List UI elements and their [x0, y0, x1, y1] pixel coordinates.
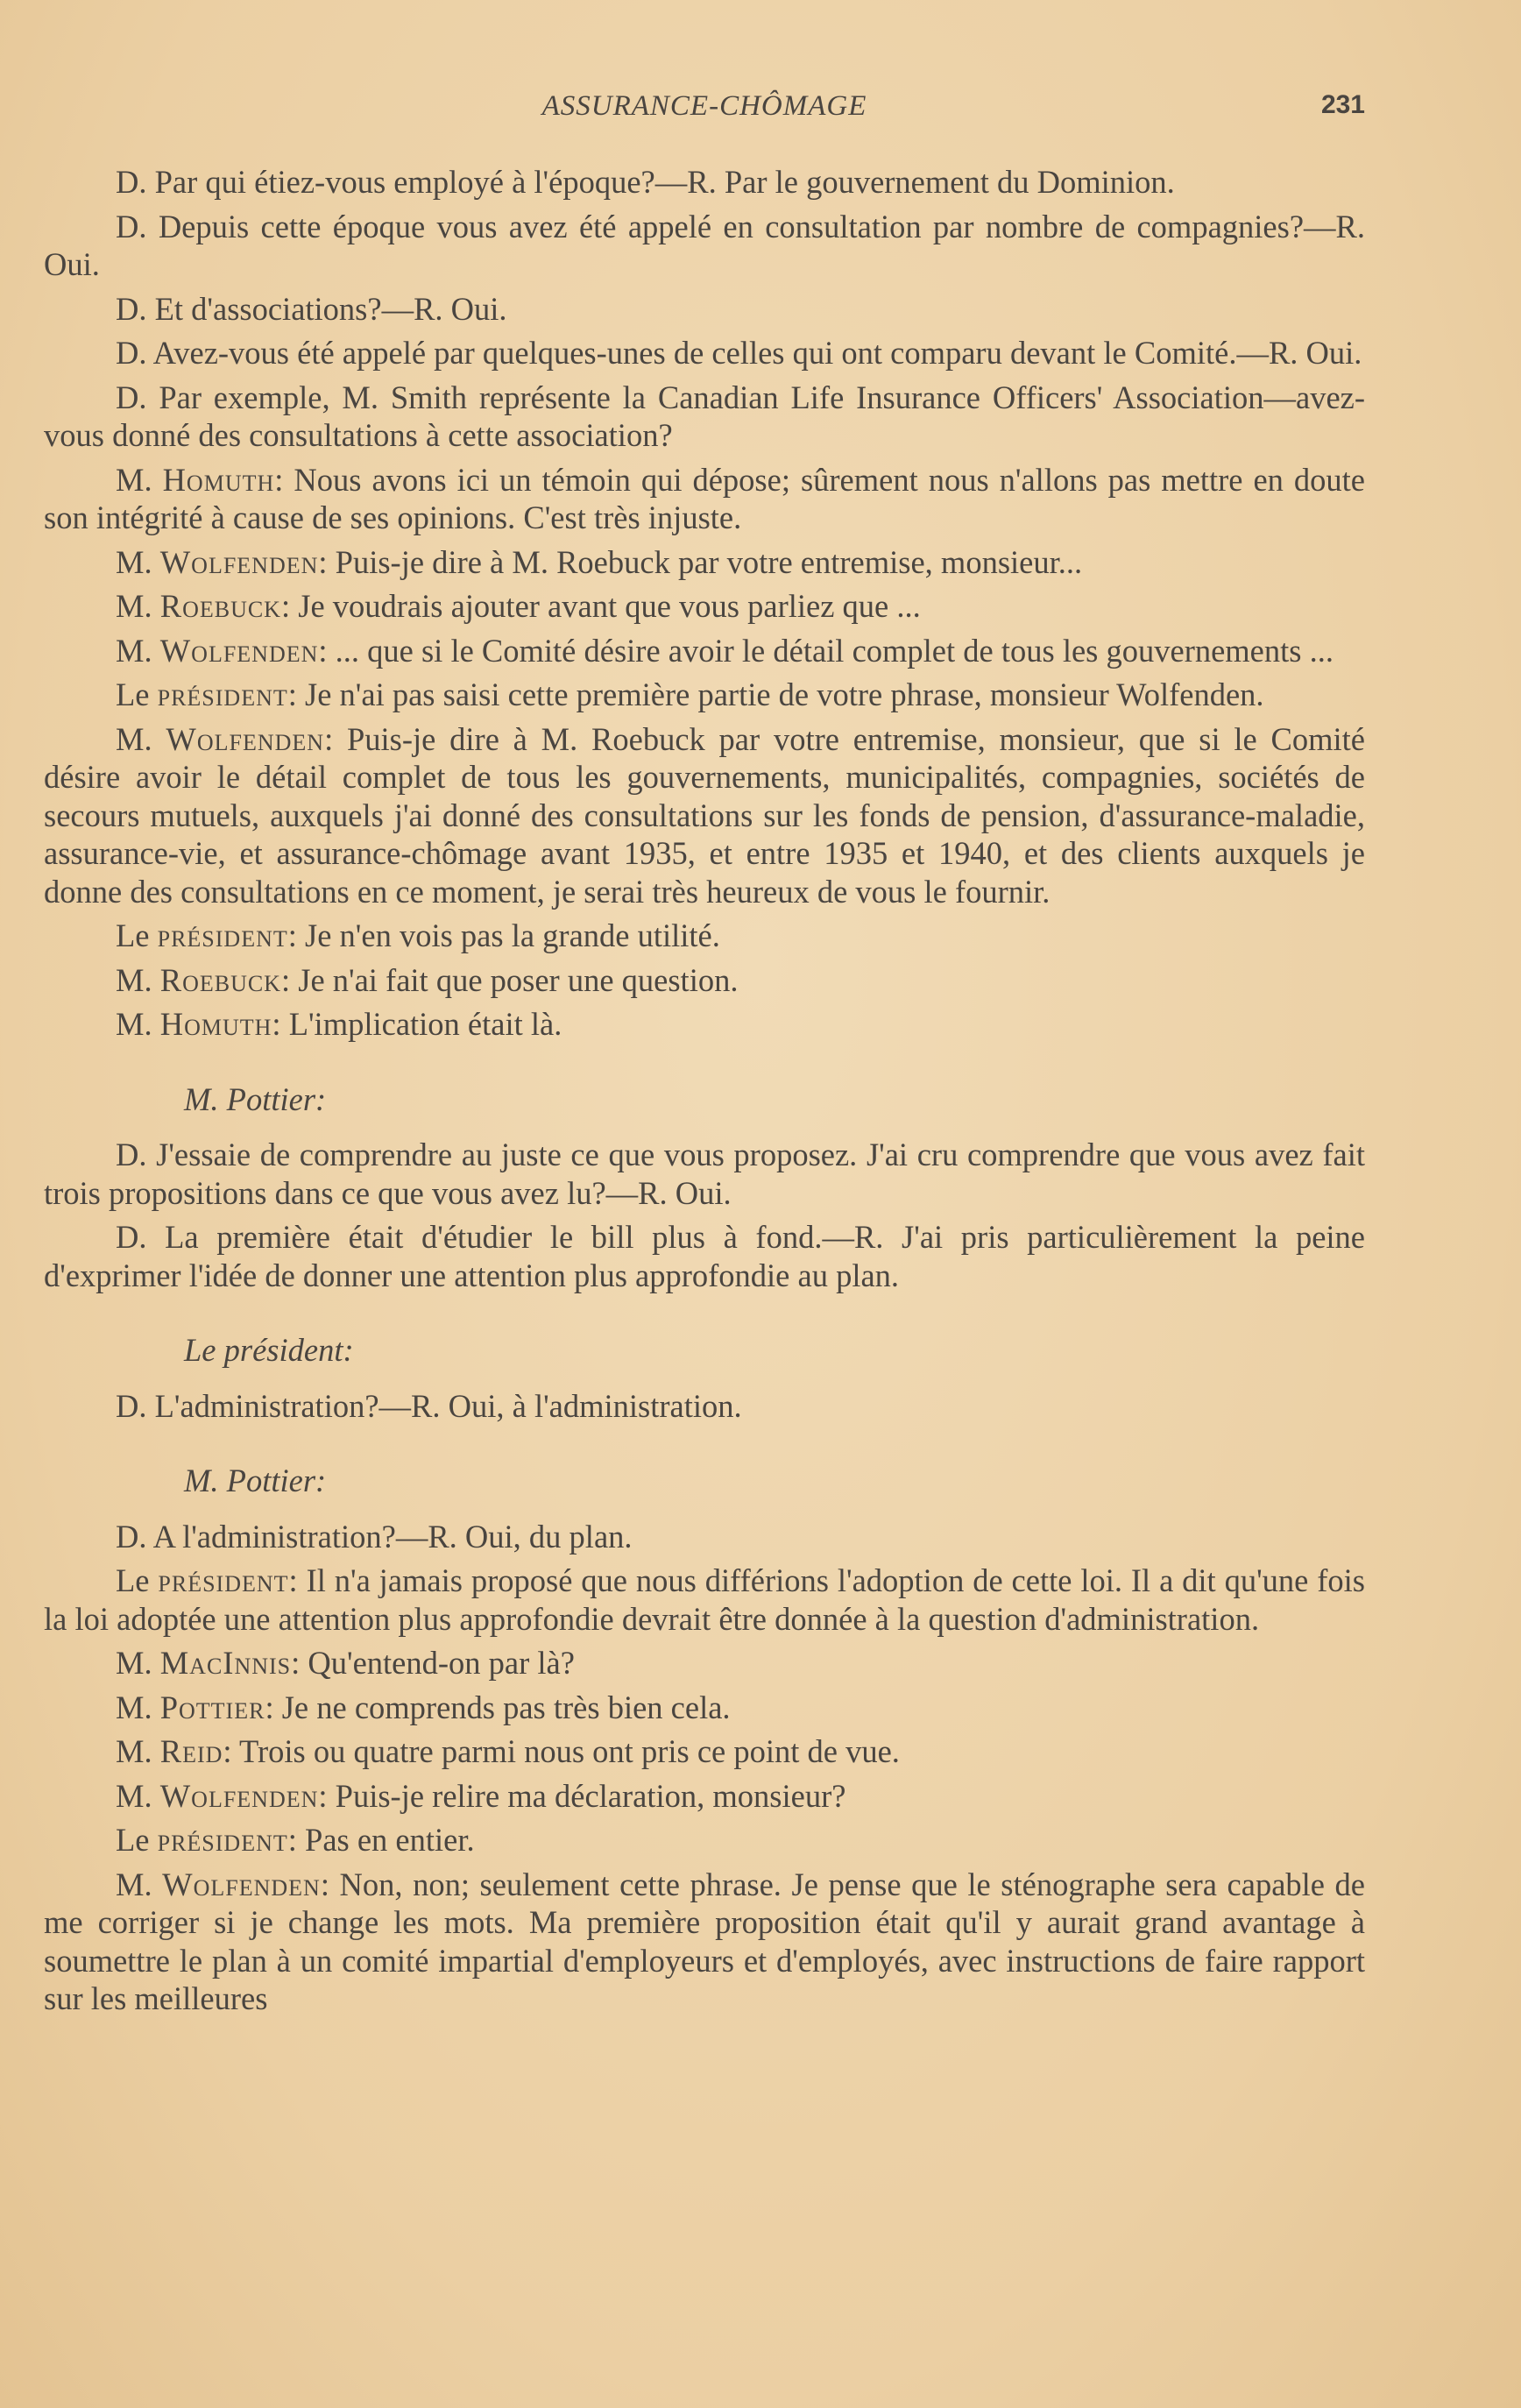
- speaker-name: MacInnis: [159, 1645, 292, 1681]
- speech-paragraph: [44, 1644, 1365, 1682]
- speech-paragraph: [44, 1866, 1365, 2018]
- page-header: [44, 90, 1365, 129]
- speech-text: : Qu'entend-on par là?: [291, 1645, 575, 1681]
- speech-text: : Je n'en vois pas la grande utilité.: [287, 917, 720, 953]
- speech-paragraph: [44, 676, 1365, 714]
- speaker-name: Roebuck: [159, 961, 281, 998]
- speech-text: : Puis-je dire à M. Roebuck par votre entremise, monsieur, que si le Comité désire avoir le détail complet de tous les gouvernements, municipalités, compagnies, sociétés de secours mutuels, auxquels j'ai donné des consultations sur les fonds de pension, d'assurance-maladie, assurance-vie, et assurance-chômage avant 1935, et entre 1935 et 1940, et des clients auxquels je donne des consultations en ce moment, je serai très heureux de vous le fournir.: [44, 720, 1366, 910]
- speaker-name: Pottier: [159, 1689, 265, 1725]
- document-body: [44, 163, 1365, 2024]
- question-answer-paragraph: D. Par exemple, M. Smith représente la Canadian Life Insurance Officers' Association—avez-vous donné des consultations à cette association?: [44, 379, 1365, 453]
- speech-text: : L'implication était là.: [272, 1006, 562, 1042]
- speech-paragraph: [44, 543, 1365, 582]
- speaker-prefix: Le: [116, 1562, 150, 1598]
- speaker-name: Reid: [159, 1733, 223, 1769]
- question-answer-paragraph: D. J'essaie de comprendre au juste ce que vous proposez. J'ai cru comprendre que vous avez fait trois propositions dans ce que vous avez lu?—R. Oui.: [44, 1137, 1365, 1211]
- speech-paragraph: [44, 1005, 1365, 1044]
- speaker-heading: M. Pottier:: [184, 1463, 327, 1498]
- speech-text: : Non, non; seulement cette phrase. Je pense que le sténographe sera capable de me corriger si je change les mots. Ma première proposition était qu'il y aurait grand avantage à soumettre le plan à un comité impartial d'employeurs et d'employés, avec instructions de faire rapport sur les meilleures: [44, 1866, 1366, 2016]
- running-title: ASSURANCE-CHÔMAGE: [541, 90, 867, 122]
- speaker-heading: M. Pottier:: [184, 1080, 327, 1117]
- speaker-prefix: M.: [116, 1866, 152, 1902]
- question-answer-paragraph: D. La première était d'étudier le bill plus à fond.—R. J'ai pris particulièrement la peine d'exprimer l'idée de donner une attention plus approfondie au plan.: [44, 1219, 1365, 1293]
- speaker-prefix: M.: [116, 588, 152, 624]
- speaker-prefix: M.: [116, 543, 152, 580]
- speaker-name: président: [158, 1562, 289, 1598]
- speaker-heading: Le président:: [184, 1332, 354, 1368]
- speech-text: : Je n'ai pas saisi cette première partie de votre phrase, monsieur Wolfenden.: [287, 676, 1264, 712]
- speech-paragraph: [44, 1777, 1365, 1816]
- speaker-prefix: M.: [116, 632, 152, 669]
- speaker-prefix: M.: [116, 961, 152, 998]
- speaker-name: Homuth: [159, 1006, 272, 1042]
- speaker-name: Wolfenden: [162, 1866, 321, 1902]
- speech-text: : Je ne comprends pas très bien cela.: [265, 1689, 731, 1725]
- question-answer-paragraph: D. Et d'associations?—R. Oui.: [116, 290, 507, 327]
- speech-text: : ... que si le Comité désire avoir le détail complet de tous les gouvernements ...: [318, 632, 1334, 669]
- speech-text: : Trois ou quatre parmi nous ont pris ce point de vue.: [223, 1733, 900, 1769]
- speaker-prefix: Le: [116, 1822, 150, 1858]
- speaker-prefix: Le: [116, 676, 150, 712]
- speaker-name: Wolfenden: [166, 720, 325, 757]
- speech-text: : Je voudrais ajouter avant que vous parliez que ...: [280, 588, 921, 624]
- speech-paragraph: [44, 587, 1365, 626]
- speech-text: : Pas en entier.: [287, 1822, 475, 1858]
- speaker-prefix: Le: [116, 917, 150, 953]
- speaker-name: président: [157, 1822, 288, 1858]
- speech-paragraph: [44, 1562, 1365, 1638]
- speech-text: : Puis-je dire à M. Roebuck par votre entremise, monsieur...: [318, 543, 1083, 580]
- speech-text: : Nous avons ici un témoin qui dépose; sûrement nous n'allons pas mettre en doute son intégrité à cause de ses opinions. C'est très injuste.: [44, 461, 1365, 535]
- speech-paragraph: [44, 1732, 1365, 1771]
- speech-text: : Il n'a jamais proposé que nous différions l'adoption de cette loi. Il a dit qu'une fois la loi adoptée une attention plus approfondie devrait être donnée à la question d'administration.: [44, 1562, 1366, 1637]
- speaker-prefix: M.: [116, 720, 152, 757]
- speaker-prefix: M.: [116, 1689, 152, 1725]
- speech-paragraph: [44, 720, 1365, 911]
- speech-paragraph: [44, 961, 1365, 1000]
- speaker-prefix: M.: [116, 1733, 152, 1769]
- speaker-name: Roebuck: [159, 588, 281, 624]
- speaker-name: président: [157, 676, 288, 712]
- question-answer-paragraph: D. Depuis cette époque vous avez été appelé en consultation par nombre de compagnies?—R. Oui.: [44, 208, 1365, 282]
- speaker-name: Homuth: [162, 461, 275, 498]
- speech-paragraph: [44, 461, 1365, 537]
- speaker-prefix: M.: [116, 1006, 152, 1042]
- speaker-prefix: M.: [116, 1777, 152, 1814]
- question-answer-paragraph: D. Par qui étiez-vous employé à l'époque?—R. Par le gouvernement du Dominion.: [116, 164, 1175, 200]
- speaker-name: président: [157, 917, 288, 953]
- page-number: 231: [1320, 90, 1365, 119]
- question-answer-paragraph: D. Avez-vous été appelé par quelques-unes de celles qui ont comparu devant le Comité.—R. Oui.: [116, 335, 1362, 371]
- speech-text: : Puis-je relire ma déclaration, monsieur?: [318, 1777, 846, 1814]
- speech-text: : Je n'ai fait que poser une question.: [280, 961, 739, 998]
- speech-paragraph: [44, 1689, 1365, 1727]
- speaker-name: Wolfenden: [159, 632, 319, 669]
- question-answer-paragraph: D. A l'administration?—R. Oui, du plan.: [116, 1518, 633, 1555]
- speech-paragraph: [44, 917, 1365, 955]
- question-answer-paragraph: D. L'administration?—R. Oui, à l'administration.: [116, 1387, 742, 1424]
- speaker-name: Wolfenden: [159, 543, 319, 580]
- speaker-prefix: M.: [116, 461, 152, 498]
- speaker-prefix: M.: [116, 1645, 152, 1681]
- speaker-name: Wolfenden: [159, 1777, 319, 1814]
- speech-paragraph: [44, 632, 1365, 670]
- speech-paragraph: [44, 1821, 1365, 1859]
